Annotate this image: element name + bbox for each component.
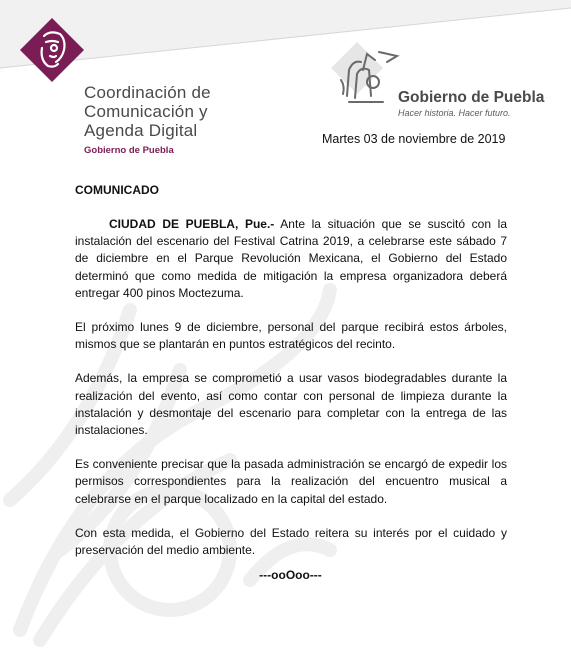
government-slogan: Hacer historia. Hacer futuro. (398, 108, 511, 118)
closing-text: ---ooOoo--- (259, 568, 322, 582)
puebla-coat-of-arms-icon (327, 40, 403, 108)
coordination-title (84, 83, 274, 140)
coordination-title-line-2: Comunicación y (84, 102, 208, 121)
coordination-emblem-icon (20, 18, 84, 82)
closing-mark (0, 568, 571, 582)
paragraph-3: Además, la empresa se comprometió a usar vasos biodegradables durante la realización del evento, así como contar con personal de limpieza durante la instalación y desmontaje del escenario para completar con la entrega de las instalaciones. (75, 371, 507, 438)
header-diagonal-band (0, 0, 571, 70)
document-heading: COMUNICADO (75, 183, 159, 197)
release-date: Martes 03 de noviembre de 2019 (322, 132, 506, 146)
document-body (75, 216, 507, 576)
paragraph-2: El próximo lunes 9 de diciembre, personal del parque recibirá estos árboles, mismos que se plantarán en puntos estratégicos del recinto. (75, 320, 507, 352)
coordination-title-line-1: Coordinación de (84, 83, 211, 102)
paragraph-1-text: Ante la situación que se suscitó con la instalación del escenario del Festival Catrina 2019, a celebrarse este sábado 7 de diciembre en el Parque Revolución Mexicana, el Gobierno del Estado determinó que como medida de mitigación la empresa organizadora deberá entregar 400 pinos Moctezuma. (75, 217, 507, 300)
paragraph-5: Con esta medida, el Gobierno del Estado reitera su interés por el cuidado y preservación del medio ambiente. (75, 525, 507, 558)
government-name: Gobierno de Puebla (398, 89, 545, 106)
paragraph-4: Es conveniente precisar que la pasada administración se encargó de expedir los permisos correspondientes para la realización del encuentro musical a celebrarse en el parque localizado en la capital del estado. (75, 457, 507, 506)
dateline-label: CIUDAD DE PUEBLA, Pue.- (109, 217, 275, 231)
coordination-subtitle: Gobierno de Puebla (84, 145, 174, 156)
paragraph-1 (75, 216, 507, 302)
coordination-title-line-3: Agenda Digital (84, 121, 198, 140)
